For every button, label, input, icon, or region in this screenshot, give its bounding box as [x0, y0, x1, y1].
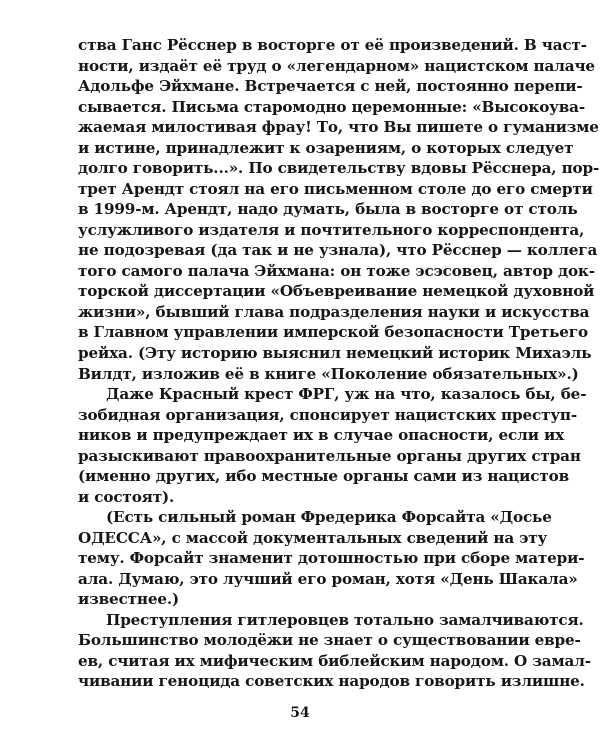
- text-line: ства Ганс Рёсснер в восторге от её произведений. В част-: [78, 36, 587, 54]
- text-line: рейха. (Эту историю выяснил немецкий историк Михаэль: [78, 343, 592, 362]
- text-line: жизни», бывший глава подразделения науки и искусства: [78, 302, 590, 321]
- text-line: Большинство молодёжи не знает о существовании евре-: [78, 631, 581, 650]
- text-line: в Главном управлении имперской безопасности Третьего: [78, 323, 588, 342]
- text-line: трет Арендт стоял на его письменном столе до его смерти: [78, 179, 593, 198]
- text-line: чивании геноцида советских народов говорить излишне.: [78, 672, 585, 691]
- text-line: ников и предупреждает их в случае опасности, если их: [78, 426, 564, 445]
- text-line: сывается. Письма старомодно церемонные: «Высокоува-: [78, 97, 585, 116]
- text-line: (Есть сильный роман Фредерика Форсайта «Досье: [106, 508, 552, 527]
- text-line: Преступления гитлеровцев тотально замалчиваются.: [106, 610, 584, 629]
- text-line: торской диссертации «Объевреивание немецкой духовной: [78, 282, 595, 301]
- text-line: известнее.): [78, 590, 180, 609]
- text-line: ев, считая их мифическим библейским народом. О замал-: [78, 651, 591, 670]
- text-line: ности, издаёт её труд о «легендарном» нацистском палаче: [78, 56, 595, 75]
- text-line: Даже Красный крест ФРГ, уж на что, казалось бы, бе-: [106, 385, 587, 404]
- text-line: и истине, принадлежит к озарениям, о которых следует: [78, 138, 574, 157]
- text-line: и состоят).: [78, 487, 175, 506]
- page-number: 54: [290, 705, 310, 721]
- text-line: ала. Думаю, это лучший его роман, хотя «День Шакала»: [78, 569, 578, 588]
- text-line: того самого палача Эйхмана: он тоже эсэсовец, автор док-: [78, 261, 595, 280]
- text-line: жаемая милостивая фрау! То, что Вы пишете о гуманизме: [78, 118, 599, 137]
- text-line: разыскивают правоохранительные органы других стран: [78, 446, 581, 465]
- text-line: услужливого издателя и почтительного корреспондента,: [78, 220, 585, 239]
- text-line: (именно других, ибо местные органы сами из нацистов: [78, 467, 569, 486]
- text-line: зобидная организация, спонсирует нацистских преступ-: [78, 405, 578, 424]
- text-line: не подозревая (да так и не узнала), что Рёсснер — коллега: [78, 241, 598, 260]
- text-line: Адольфе Эйхмане. Встречается с ней, постоянно перепи-: [78, 77, 583, 96]
- text-line: в 1999-м. Арендт, надо думать, была в восторге от столь: [78, 200, 578, 219]
- text-line: ОДЕССА», с массой документальных сведений на эту: [78, 528, 548, 547]
- text-line: Вилдт, изложив её в книге «Поколение обязательных».): [78, 364, 579, 383]
- text-line: долго говорить...». По свидетельству вдовы Рёсснера, пор-: [78, 159, 600, 178]
- text-line: тему. Форсайт знаменит дотошностью при сборе матери-: [78, 549, 585, 568]
